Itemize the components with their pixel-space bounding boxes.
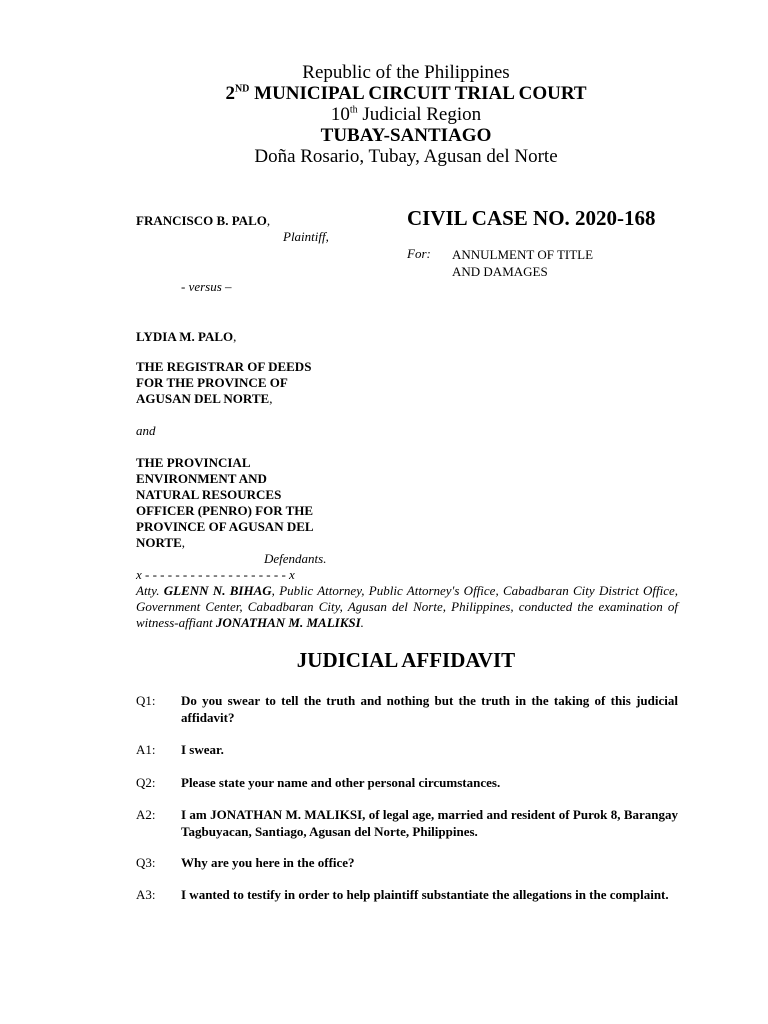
header-court: 2ND MUNICIPAL CIRCUIT TRIAL COURT <box>225 83 587 104</box>
court-header <box>0 62 768 167</box>
qa-item-q2 <box>136 774 678 791</box>
qa-item-a1 <box>136 741 678 758</box>
qa-text: I swear. <box>181 742 224 757</box>
case-nature: ANNULMENT OF TITLE AND DAMAGES <box>452 247 594 279</box>
qa-label: A3: <box>136 887 156 902</box>
defendant-2: THE REGISTRAR OF DEEDS FOR THE PROVINCE OF AGUSAN DEL NORTE, <box>136 359 312 406</box>
qa-label: A2: <box>136 807 156 822</box>
qa-label: Q2: <box>136 775 156 790</box>
plaintiff-label: Plaintiff, <box>283 229 329 244</box>
witness-name: JONATHAN M. MALIKSI <box>215 615 361 630</box>
attorney-name: GLENN N. BIHAG <box>163 583 272 598</box>
header-address: Doña Rosario, Tubay, Agusan del Norte <box>254 146 558 167</box>
header-republic: Republic of the Philippines <box>302 62 510 83</box>
qa-label: Q3: <box>136 855 156 870</box>
header-region: 10th Judicial Region <box>330 104 482 125</box>
qa-text: I am JONATHAN M. MALIKSI, of legal age, married and resident of Purok 8, Barangay Tagbuyacan, Santiago, Agusan del Norte, Philippines. <box>181 807 678 839</box>
qa-text: Do you swear to tell the truth and nothing but the truth in the taking of this judicial affidavit? <box>181 693 678 725</box>
qa-text: Please state your name and other personal circumstances. <box>181 775 501 790</box>
qa-label: A1: <box>136 742 156 757</box>
qa-item-a3 <box>136 886 678 903</box>
document-title: JUDICIAL AFFIDAVIT <box>296 648 516 672</box>
and-label: and <box>136 423 156 438</box>
qa-text: Why are you here in the office? <box>181 855 355 870</box>
case-number: CIVIL CASE NO. 2020-168 <box>407 206 656 230</box>
header-location: TUBAY-SANTIAGO <box>320 125 492 146</box>
qa-label: Q1: <box>136 693 156 708</box>
qa-text: I wanted to testify in order to help plaintiff substantiate the allegations in the complaint. <box>181 887 669 902</box>
qa-item-a2 <box>136 806 678 840</box>
qa-item-q3 <box>136 854 678 871</box>
versus-label: - versus – <box>181 279 232 294</box>
defendant-1: LYDIA M. PALO, <box>136 329 237 344</box>
attorney-paragraph: Atty. GLENN N. BIHAG, Public Attorney, Public Attorney's Office, Cabadbaran City District Office, Government Center, Cabadbaran City, Agusan del Norte, Philippines, conducted the examination of witness-affiant JONATHAN M. MALIKSI. <box>136 583 678 630</box>
qa-item-q1 <box>136 692 678 726</box>
plaintiff-name: FRANCISCO B. PALO, <box>136 213 271 228</box>
defendants-label: Defendants. <box>264 551 327 566</box>
for-label: For: <box>407 246 431 261</box>
defendant-3: THE PROVINCIAL ENVIRONMENT AND NATURAL RESOURCES OFFICER (PENRO) FOR THE PROVINCE OF AGUSAN DEL NORTE, <box>136 455 314 550</box>
caption-separator: x - - - - - - - - - - - - - - - - - - - x <box>136 567 295 582</box>
